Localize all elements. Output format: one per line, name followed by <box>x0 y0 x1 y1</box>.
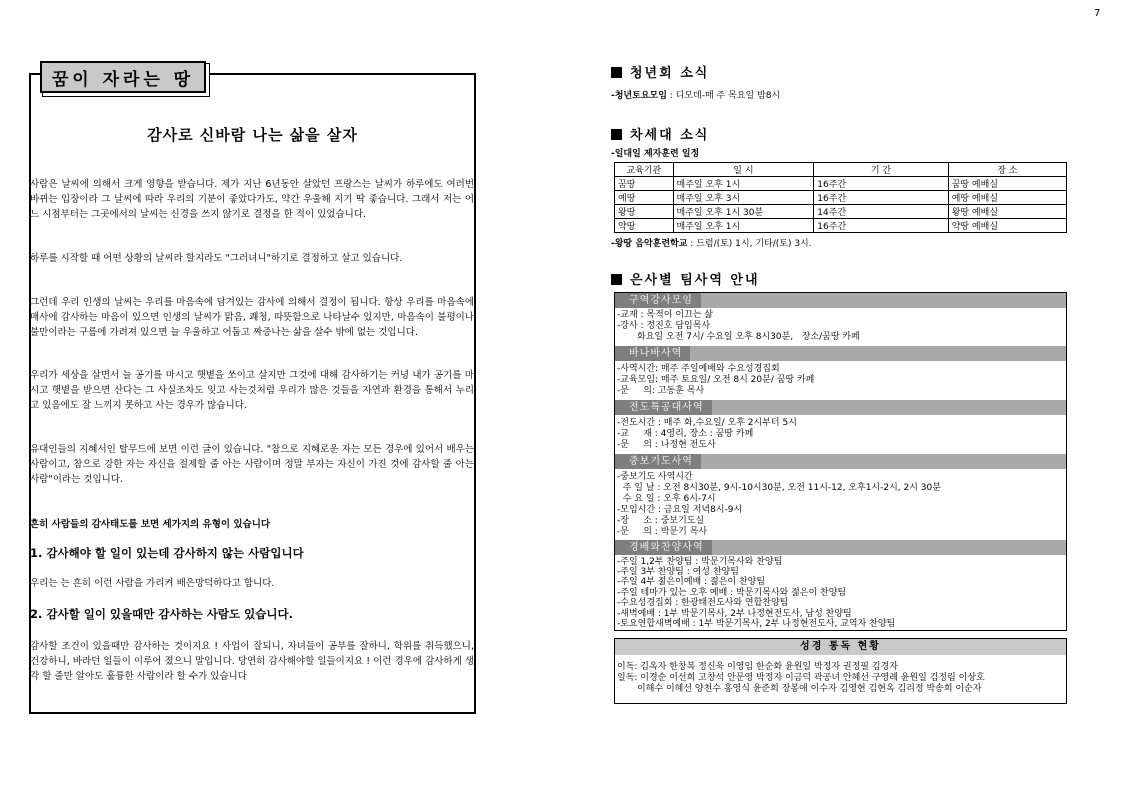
nextgen-news-title: 차세대 소식 <box>611 124 709 143</box>
mission-title: 은사별 팀사역 안내 <box>611 269 760 288</box>
list-item: -교육모임: 매주 토요일/ 오전 8시 20분/ 꿈땅 카페 <box>617 375 815 385</box>
list-item: -강사 : 정진호 담임목사 <box>617 321 711 331</box>
paragraph-1: 사람은 날씨에 의해서 크게 영향을 받습니다. 제가 지난 6년동안 살았던 프랑스는 날씨가 하루에도 여러번 바뀌는 입장이라 그 날씨에 따라 우리의 기분이 좋았다가도, 약간 우울해 지기 딱 좋습니다. 그래서 저는 어느 시점부터는 그곳에서의 날씨는 신경을 쓰지 않기로 결정을 한 적이 있었습니다. <box>30 179 474 220</box>
list-item: 화요일 오전 7시/ 수요일 오후 8시30분, 장소/꿈땅 카페 <box>617 332 860 342</box>
list-item: -주일 3부 찬양팀 : 여성 찬양팀 <box>617 567 739 577</box>
type-1-text: 우리는 는 흔히 이런 사람을 가리켜 배은망덕하다고 합니다. <box>30 578 275 589</box>
table-row: 꿈땅 매주일 오후 1시 16주간 꿈땅 예배실 <box>615 177 1067 191</box>
group-header-evangelism: 전도특공대사역 <box>615 400 1066 415</box>
music-school-line: -왕땅 음악훈련학교 : 드럼/(토) 1시, 기타/(토) 3시. <box>611 239 812 249</box>
list-item: -문 의 : 박문기 목사 <box>617 527 708 537</box>
list-item: -모임시간 : 금요일 저녁8시-9시 <box>617 505 743 515</box>
column-title: 꿈이 자라는 땅 <box>40 61 206 93</box>
thanks-types-intro: 흔히 사람들의 감사태도를 보면 세가지의 유형이 있습니다 <box>30 519 271 530</box>
type-2-heading: 2. 감사할 일이 있을때만 감사하는 사람도 있습니다. <box>30 607 293 621</box>
list-item: -수요성경집회 : 한광태전도사와 연합찬양팀 <box>617 598 789 608</box>
list-item: -새벽예배 : 1부 박문기목사, 2부 나정현전도사, 남성 찬양팀 <box>617 609 852 619</box>
list-item: -주일 테마가 있는 오후 예배 : 박문기목사와 젊은이 찬양팀 <box>617 588 847 598</box>
list-item: 일독: 이경순 이선희 고창석 안문영 박정자 이금덕 곽공녀 안혜선 구영례 윤원일 김정림 이상호 <box>617 673 985 683</box>
square-bullet-icon <box>611 274 622 285</box>
paragraph-5: 유대인들의 지혜서인 탈무드에 보면 이런 글이 있습니다. "참으로 지혜로운 자는 모든 경우에 있어서 배우는 사람이고, 참으로 강한 자는 자신을 절제할 줄 아는 사람이며 정말 부자는 자신이 가진 것에 감사할 줄 아는 사람"이라는 것입니다. <box>30 444 474 485</box>
type-2-text: 감사할 조건이 있을때만 감사하는 것이지요 ! 사업이 잘되니, 자녀들이 공부를 잘하니, 학위를 취득했으니, 건강하니, 바라던 일들이 이루어 졌으니 말입니다. 당연히 감사해야할 일들이지요 ! 이런 경우에 감사하게 생각 할 줄만 알아도 훌륭한 사람이라 할 수가 있습니다 <box>30 641 474 682</box>
table-header-row: 교육기관 일 시 기 간 장 소 <box>615 163 1067 177</box>
table-row: 예땅 매주일 오후 3시 16주간 예땅 예배실 <box>615 191 1067 205</box>
bible-reading-title: 성경 통독 현황 <box>615 639 1066 655</box>
list-item: -전도시간 : 매주 화,수요일/ 오후 2시부터 5시 <box>617 418 797 428</box>
group-header-barnabas: 바나바사역 <box>615 346 1066 361</box>
sermon-title: 감사로 신바람 나는 삶을 살자 <box>147 126 358 144</box>
type-1-heading: 1. 감사해야 할 일이 있는데 감사하지 않는 사람입니다 <box>30 546 304 560</box>
discipleship-schedule-table <box>614 162 1067 233</box>
list-item: 수 요 일 : 오후 6시-7시 <box>617 494 716 504</box>
list-item: -중보기도 사역시간 <box>617 472 693 482</box>
paragraph-3: 그런데 우리 인생의 날씨는 우리를 마음속에 담겨있는 감사에 의해서 결정이 됩니다. 항상 우리를 마음속에 매사에 감사하는 마음이 있으면 인생의 날씨가 맑음, 쾌청, 따뜻함으로 나타날수 있지만, 마음속이 불평이나 불만이라는 구름에 가려져 있으면 늘 우울하고 어둡고 짜증나는 삶을 살수 밖에 없는 것입니다. <box>30 297 474 338</box>
list-item: -교재 : 목적이 이끄는 삶 <box>617 310 713 320</box>
list-item: 주 일 날 : 오전 8시30분, 9시-10시30분, 오전 11시-12, 오후1시-2시, 2시 30분 <box>617 483 941 493</box>
youth-meeting-line: -청년토요모임 : 디모데-매 주 목요일 밤8시 <box>611 91 781 101</box>
list-item: -교 재 : 4영리, 장소 : 꿈땅 카페 <box>617 429 754 439</box>
list-item: -문 의 : 나정현 전도사 <box>617 440 716 450</box>
list-item: -문 의: 고동훈 목사 <box>617 386 705 396</box>
page-number: 7 <box>1094 8 1101 19</box>
youth-news-title: 청년회 소식 <box>611 62 709 81</box>
group-header-district: 구역강사모임 <box>615 293 1066 308</box>
paragraph-2: 하루를 시작할 때 어떤 상황의 날씨라 할지라도 "그러녀니"하기로 결정하고 살고 있습니다. <box>30 253 403 264</box>
list-item: -주일 4부 젊은이예배 : 젊은이 찬양팀 <box>617 577 766 587</box>
list-item: -사역시간: 매주 주일예배와 수요성경집회 <box>617 364 780 374</box>
list-item: 이해수 이혜선 양천수 홍영식 윤준희 장봉애 이수자 김영현 김현옥 김리정 박송희 이순자 <box>617 684 982 694</box>
square-bullet-icon <box>611 129 622 140</box>
paragraph-4: 우리가 세상을 살면서 늘 공기를 마시고 햇볕을 쏘이고 살지만 그것에 대해 감사하기는 커녕 내가 공기를 마시고 햇볕을 받으면 산다는 그 사실조차도 잊고 사는것처럼 우리가 많은 것들을 자연과 환경을 통해서 누리고 있음에도 잘 느끼지 못하고 사는 경우가 많습니다. <box>30 370 474 411</box>
group-header-intercession: 중보기도사역 <box>615 454 1066 469</box>
list-item: 이독: 김옥자 한창복 정신욱 이영임 한순화 윤원일 박정자 권정필 김경자 <box>617 662 898 672</box>
list-item: -토요연합새벽예배 : 1부 박문기목사, 2부 나정현전도사, 교역자 찬양팀 <box>617 619 896 629</box>
table-row: 약땅 매주일 오후 1시 16주간 약땅 예배실 <box>615 219 1067 233</box>
list-item: -주일 1,2부 찬양팀 : 박문기목사와 찬양팀 <box>617 557 783 567</box>
discipleship-subtitle: -일대일 제자훈련 일정 <box>611 149 700 159</box>
square-bullet-icon <box>611 67 622 78</box>
table-row: 왕땅 매주일 오후 1시 30분 14주간 왕땅 예배실 <box>615 205 1067 219</box>
group-header-worship: 경배와찬양사역 <box>615 540 1066 555</box>
list-item: -장 소 : 중보기도실 <box>617 516 705 526</box>
